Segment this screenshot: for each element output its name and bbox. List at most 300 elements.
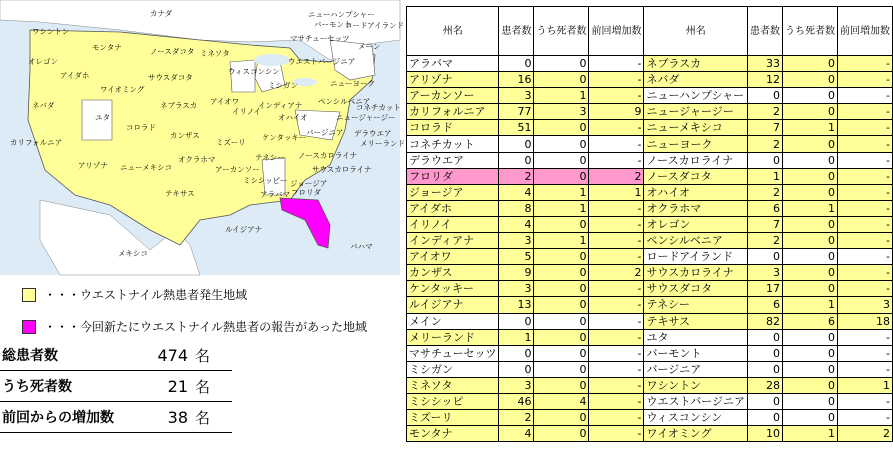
- stat-increase-unit: 名: [194, 408, 210, 427]
- table-row: [407, 120, 893, 136]
- stats-panel: [0, 340, 232, 433]
- map-label: ネバダ: [32, 101, 55, 110]
- stat-total-value: 474: [157, 345, 188, 365]
- state-name-cell: アリゾナ: [407, 72, 499, 88]
- table-row: [407, 329, 893, 345]
- map-label: ミシガン: [268, 81, 298, 90]
- cases-cell: 0: [748, 329, 783, 345]
- table-row: [407, 345, 893, 361]
- stat-total-unit: 名: [194, 346, 210, 365]
- cases-cell: 0: [748, 249, 783, 265]
- stat-total: [0, 340, 232, 371]
- table-row: [407, 313, 893, 329]
- deaths-cell: 6: [783, 313, 838, 329]
- cases-cell: 6: [748, 297, 783, 313]
- map-label: インディアナ: [258, 101, 303, 110]
- cases-cell: 12: [748, 72, 783, 88]
- cases-cell: 3: [499, 281, 534, 297]
- col-header-increase-left: 前回増加数: [589, 7, 644, 56]
- state-name-cell: バージニア: [644, 361, 748, 377]
- cases-cell: 0: [499, 56, 534, 72]
- cases-cell: 46: [499, 393, 534, 409]
- deaths-cell: 0: [783, 410, 838, 426]
- deaths-cell: 0: [783, 168, 838, 184]
- state-cases-table: [406, 6, 893, 442]
- state-name-cell: メリーランド: [407, 329, 499, 345]
- table-row: [407, 184, 893, 200]
- cases-cell: 0: [499, 136, 534, 152]
- table-row: [407, 168, 893, 184]
- increase-cell: 2: [838, 426, 893, 442]
- deaths-cell: 0: [534, 377, 589, 393]
- state-name-cell: ロードアイランド: [644, 249, 748, 265]
- stat-increase-label: 前回からの増加数: [2, 410, 114, 426]
- cases-cell: 16: [499, 72, 534, 88]
- deaths-cell: 0: [534, 216, 589, 232]
- map-label: ニュージャージー: [336, 113, 396, 122]
- increase-cell: -: [589, 200, 644, 216]
- increase-cell: -: [838, 184, 893, 200]
- increase-cell: -: [838, 200, 893, 216]
- increase-cell: 9: [589, 104, 644, 120]
- stat-increase: [0, 402, 232, 433]
- deaths-cell: 0: [534, 265, 589, 281]
- deaths-cell: 0: [783, 152, 838, 168]
- increase-cell: -: [838, 152, 893, 168]
- increase-cell: 2: [589, 168, 644, 184]
- map-label: マサチューセッツ: [290, 34, 350, 43]
- state-name-cell: ニューメキシコ: [644, 120, 748, 136]
- deaths-cell: 0: [783, 393, 838, 409]
- increase-cell: -: [589, 152, 644, 168]
- state-name-cell: アイオワ: [407, 249, 499, 265]
- deaths-cell: 0: [534, 313, 589, 329]
- stat-deaths: [0, 371, 232, 402]
- table-header-row: [407, 7, 893, 56]
- increase-cell: -: [589, 313, 644, 329]
- map-label: ケンタッキー: [262, 133, 307, 142]
- map-label: ペンシルベニア: [318, 97, 371, 106]
- deaths-cell: 0: [783, 136, 838, 152]
- stat-deaths-label: うち死者数: [2, 379, 72, 395]
- deaths-cell: 0: [783, 329, 838, 345]
- increase-cell: -: [589, 233, 644, 249]
- col-header-deaths-right: うち死者数: [783, 7, 838, 56]
- map-label: バーモント: [314, 20, 352, 29]
- state-name-cell: ニューヨーク: [644, 136, 748, 152]
- deaths-cell: 0: [534, 136, 589, 152]
- map-label: テキサス: [165, 189, 195, 198]
- state-name-cell: コネチカット: [407, 136, 499, 152]
- map-label: アーカンソー: [215, 165, 260, 174]
- wisconsin-state: [230, 60, 255, 92]
- map-label: バハマ: [350, 242, 373, 251]
- stat-deaths-unit: 名: [194, 377, 210, 396]
- legend-new-label: ・・・今回新たにウエストナイル熱患者の報告があった地域: [44, 320, 368, 334]
- deaths-cell: 0: [783, 184, 838, 200]
- state-name-cell: アイダホ: [407, 200, 499, 216]
- cases-cell: 33: [748, 56, 783, 72]
- map-label: オクラホマ: [178, 155, 216, 164]
- state-name-cell: バーモント: [644, 345, 748, 361]
- map-label: フロリダ: [291, 188, 321, 197]
- increase-cell: 1: [589, 184, 644, 200]
- legend-new-swatch: [22, 320, 36, 334]
- deaths-cell: 0: [783, 72, 838, 88]
- state-name-cell: ケンタッキー: [407, 281, 499, 297]
- cases-cell: 0: [748, 393, 783, 409]
- map-label: イリノイ: [232, 107, 262, 116]
- state-name-cell: ミネソタ: [407, 377, 499, 393]
- cases-cell: 0: [748, 410, 783, 426]
- deaths-cell: 0: [534, 410, 589, 426]
- map-label: アリゾナ: [78, 161, 108, 170]
- table-row: [407, 104, 893, 120]
- increase-cell: -: [589, 426, 644, 442]
- cases-cell: 77: [499, 104, 534, 120]
- table-row: [407, 88, 893, 104]
- deaths-cell: 0: [783, 56, 838, 72]
- cases-cell: 0: [499, 313, 534, 329]
- deaths-cell: 0: [783, 345, 838, 361]
- cases-cell: 0: [499, 361, 534, 377]
- increase-cell: -: [589, 56, 644, 72]
- increase-cell: -: [589, 393, 644, 409]
- state-name-cell: フロリダ: [407, 168, 499, 184]
- col-header-state-left: 州名: [407, 7, 499, 56]
- cases-cell: 2: [748, 104, 783, 120]
- deaths-cell: 4: [534, 393, 589, 409]
- table-row: [407, 216, 893, 232]
- state-name-cell: カリフォルニア: [407, 104, 499, 120]
- state-name-cell: ウィスコンシン: [644, 410, 748, 426]
- map-label: ミシシッピー: [243, 176, 288, 185]
- state-name-cell: ノースダコタ: [644, 168, 748, 184]
- increase-cell: -: [838, 265, 893, 281]
- map-label: メリーランド: [360, 139, 405, 148]
- table-body: [407, 56, 893, 442]
- state-name-cell: ペンシルベニア: [644, 233, 748, 249]
- cases-cell: 8: [499, 200, 534, 216]
- cases-cell: 0: [499, 152, 534, 168]
- table-row: [407, 56, 893, 72]
- deaths-cell: 0: [534, 152, 589, 168]
- increase-cell: -: [838, 216, 893, 232]
- map-label: コロラド: [126, 123, 156, 132]
- stat-deaths-value: 21: [167, 376, 188, 396]
- table-row: [407, 72, 893, 88]
- col-header-deaths-left: うち死者数: [534, 7, 589, 56]
- cases-cell: 0: [748, 88, 783, 104]
- map-label: ロードアイランド: [345, 21, 405, 30]
- deaths-cell: 0: [783, 361, 838, 377]
- deaths-cell: 1: [534, 200, 589, 216]
- increase-cell: -: [838, 88, 893, 104]
- cases-cell: 0: [748, 361, 783, 377]
- map-label: ワイオミング: [100, 85, 145, 94]
- map-label: アイオワ: [210, 97, 240, 106]
- deaths-cell: 0: [534, 120, 589, 136]
- state-name-cell: コロラド: [407, 120, 499, 136]
- map-label: ミネソタ: [200, 49, 230, 58]
- state-name-cell: ワイオミング: [644, 426, 748, 442]
- deaths-cell: 1: [783, 200, 838, 216]
- legend-affected: [22, 286, 247, 303]
- map-label: ウエストバージニア: [288, 57, 356, 66]
- state-name-cell: イリノイ: [407, 216, 499, 232]
- increase-cell: -: [589, 281, 644, 297]
- state-name-cell: ニュージャージー: [644, 104, 748, 120]
- state-name-cell: ジョージア: [407, 184, 499, 200]
- increase-cell: -: [838, 120, 893, 136]
- cases-cell: 0: [748, 345, 783, 361]
- increase-cell: -: [838, 345, 893, 361]
- state-name-cell: オハイオ: [644, 184, 748, 200]
- cases-cell: 2: [748, 233, 783, 249]
- state-name-cell: ユタ: [644, 329, 748, 345]
- increase-cell: -: [838, 56, 893, 72]
- map-label: ユタ: [95, 113, 110, 122]
- increase-cell: -: [838, 233, 893, 249]
- cases-cell: 2: [499, 168, 534, 184]
- table-row: [407, 393, 893, 409]
- cases-cell: 3: [499, 88, 534, 104]
- deaths-cell: 0: [534, 345, 589, 361]
- cases-cell: 51: [499, 120, 534, 136]
- map-label: ミズーリ: [216, 138, 246, 147]
- map-label: ネブラスカ: [160, 101, 198, 110]
- deaths-cell: 0: [534, 361, 589, 377]
- map-label: カンザス: [170, 131, 200, 140]
- map-label: ニューハンプシャー: [308, 10, 375, 19]
- state-name-cell: ルイジアナ: [407, 297, 499, 313]
- increase-cell: -: [589, 120, 644, 136]
- table-row: [407, 265, 893, 281]
- state-name-cell: ニューハンプシャー: [644, 88, 748, 104]
- increase-cell: -: [838, 136, 893, 152]
- cases-cell: 2: [748, 136, 783, 152]
- cases-cell: 3: [499, 233, 534, 249]
- state-name-cell: オレゴン: [644, 216, 748, 232]
- cases-cell: 5: [499, 249, 534, 265]
- table-row: [407, 152, 893, 168]
- increase-cell: -: [589, 377, 644, 393]
- increase-cell: 3: [838, 297, 893, 313]
- state-name-cell: インディアナ: [407, 233, 499, 249]
- deaths-cell: 1: [783, 120, 838, 136]
- increase-cell: -: [838, 410, 893, 426]
- increase-cell: -: [589, 410, 644, 426]
- state-name-cell: ワシントン: [644, 377, 748, 393]
- state-name-cell: ネブラスカ: [644, 56, 748, 72]
- map-label: バージニア: [306, 128, 344, 137]
- deaths-cell: 0: [783, 249, 838, 265]
- deaths-cell: 1: [534, 88, 589, 104]
- map-label: ノースカロライナ: [298, 151, 358, 160]
- table-row: [407, 297, 893, 313]
- state-name-cell: デラウエア: [407, 152, 499, 168]
- deaths-cell: 0: [534, 426, 589, 442]
- deaths-cell: 0: [783, 281, 838, 297]
- increase-cell: -: [838, 393, 893, 409]
- deaths-cell: 0: [783, 265, 838, 281]
- map-label: ニューメキシコ: [120, 163, 173, 172]
- state-name-cell: モンタナ: [407, 426, 499, 442]
- cases-cell: 3: [499, 377, 534, 393]
- cases-cell: 1: [499, 329, 534, 345]
- map-label: ワシントン: [32, 27, 70, 36]
- cases-cell: 4: [499, 184, 534, 200]
- map-label: ジョージア: [290, 179, 328, 188]
- table-row: [407, 410, 893, 426]
- cases-cell: 17: [748, 281, 783, 297]
- state-name-cell: ミズーリ: [407, 410, 499, 426]
- col-header-cases-left: 患者数: [499, 7, 534, 56]
- map-label: ルイジアナ: [225, 225, 263, 234]
- state-name-cell: ネバダ: [644, 72, 748, 88]
- state-name-cell: サウスダコタ: [644, 281, 748, 297]
- increase-cell: -: [589, 216, 644, 232]
- state-name-cell: アーカンソー: [407, 88, 499, 104]
- state-name-cell: ミシガン: [407, 361, 499, 377]
- legend-affected-swatch: [22, 288, 36, 302]
- deaths-cell: 1: [534, 233, 589, 249]
- increase-cell: -: [838, 168, 893, 184]
- state-name-cell: オクラホマ: [644, 200, 748, 216]
- deaths-cell: 0: [534, 329, 589, 345]
- increase-cell: -: [589, 361, 644, 377]
- map-label: アイダホ: [60, 71, 90, 80]
- state-name-cell: ノースカロライナ: [644, 152, 748, 168]
- deaths-cell: 0: [534, 281, 589, 297]
- deaths-cell: 0: [534, 168, 589, 184]
- state-name-cell: アラバマ: [407, 56, 499, 72]
- map-label: メキシコ: [118, 249, 148, 258]
- cases-cell: 10: [748, 426, 783, 442]
- table-row: [407, 200, 893, 216]
- increase-cell: -: [838, 249, 893, 265]
- state-name-cell: ウエストバージニア: [644, 393, 748, 409]
- increase-cell: -: [838, 361, 893, 377]
- increase-cell: -: [589, 345, 644, 361]
- deaths-cell: 0: [783, 88, 838, 104]
- increase-cell: -: [589, 297, 644, 313]
- cases-cell: 4: [499, 426, 534, 442]
- deaths-cell: 0: [783, 377, 838, 393]
- lake-superior: [254, 54, 290, 66]
- cases-cell: 28: [748, 377, 783, 393]
- cases-cell: 4: [499, 216, 534, 232]
- us-map: [0, 0, 405, 275]
- table-row: [407, 426, 893, 442]
- map-label: サウスダコタ: [148, 73, 193, 82]
- cases-cell: 9: [499, 265, 534, 281]
- map-label: ノースダコタ: [150, 47, 195, 56]
- deaths-cell: 0: [534, 249, 589, 265]
- map-label: ウィスコンシン: [228, 67, 280, 76]
- col-header-state-right: 州名: [644, 7, 748, 56]
- deaths-cell: 3: [534, 104, 589, 120]
- deaths-cell: 0: [783, 216, 838, 232]
- cases-cell: 0: [499, 345, 534, 361]
- deaths-cell: 0: [783, 104, 838, 120]
- table-row: [407, 377, 893, 393]
- stat-increase-value: 38: [167, 407, 188, 427]
- increase-cell: -: [838, 329, 893, 345]
- map-label: サウスカロライナ: [312, 165, 372, 174]
- deaths-cell: 0: [534, 297, 589, 313]
- table-row: [407, 361, 893, 377]
- deaths-cell: 1: [783, 426, 838, 442]
- cases-cell: 1: [748, 168, 783, 184]
- cases-cell: 7: [748, 216, 783, 232]
- increase-cell: -: [589, 88, 644, 104]
- cases-cell: 2: [748, 184, 783, 200]
- col-header-cases-right: 患者数: [748, 7, 783, 56]
- map-label: カナダ: [150, 9, 173, 18]
- table-row: [407, 281, 893, 297]
- map-label: デラウエア: [354, 129, 392, 138]
- increase-cell: 1: [838, 377, 893, 393]
- state-name-cell: サウスカロライナ: [644, 265, 748, 281]
- cases-cell: 6: [748, 200, 783, 216]
- legend-new: [22, 318, 367, 335]
- increase-cell: -: [838, 281, 893, 297]
- map-label: カリフォルニア: [10, 138, 63, 147]
- table-row: [407, 233, 893, 249]
- map-label: ニューヨーク: [330, 79, 375, 88]
- cases-cell: 0: [748, 152, 783, 168]
- increase-cell: -: [589, 72, 644, 88]
- map-label: オレゴン: [28, 57, 58, 66]
- col-header-increase-right: 前回増加数: [838, 7, 893, 56]
- state-name-cell: マサチューセッツ: [407, 345, 499, 361]
- state-name-cell: メイン: [407, 313, 499, 329]
- state-name-cell: テネシー: [644, 297, 748, 313]
- cases-cell: 13: [499, 297, 534, 313]
- state-name-cell: ミシシッピ: [407, 393, 499, 409]
- map-label: テネシー: [255, 153, 285, 162]
- increase-cell: -: [838, 72, 893, 88]
- state-name-cell: カンザス: [407, 265, 499, 281]
- increase-cell: -: [589, 136, 644, 152]
- map-label: モンタナ: [92, 43, 122, 52]
- cases-cell: 3: [748, 265, 783, 281]
- increase-cell: -: [589, 249, 644, 265]
- cases-cell: 2: [499, 410, 534, 426]
- stat-total-label: 総患者数: [2, 348, 58, 364]
- table-row: [407, 249, 893, 265]
- map-label: アラバマ: [260, 190, 290, 199]
- cases-cell: 7: [748, 120, 783, 136]
- deaths-cell: 0: [534, 72, 589, 88]
- map-label: メーン: [358, 42, 381, 51]
- deaths-cell: 1: [783, 297, 838, 313]
- deaths-cell: 0: [534, 56, 589, 72]
- map-label: コネチカット: [356, 103, 401, 112]
- cases-cell: 82: [748, 313, 783, 329]
- increase-cell: 18: [838, 313, 893, 329]
- state-name-cell: テキサス: [644, 313, 748, 329]
- deaths-cell: 1: [534, 184, 589, 200]
- legend-affected-label: ・・・ウエストナイル熱患者発生地域: [44, 288, 248, 302]
- increase-cell: 2: [589, 265, 644, 281]
- increase-cell: -: [589, 329, 644, 345]
- table-row: [407, 136, 893, 152]
- map-label: オハイオ: [278, 113, 308, 122]
- deaths-cell: 0: [783, 233, 838, 249]
- increase-cell: -: [838, 104, 893, 120]
